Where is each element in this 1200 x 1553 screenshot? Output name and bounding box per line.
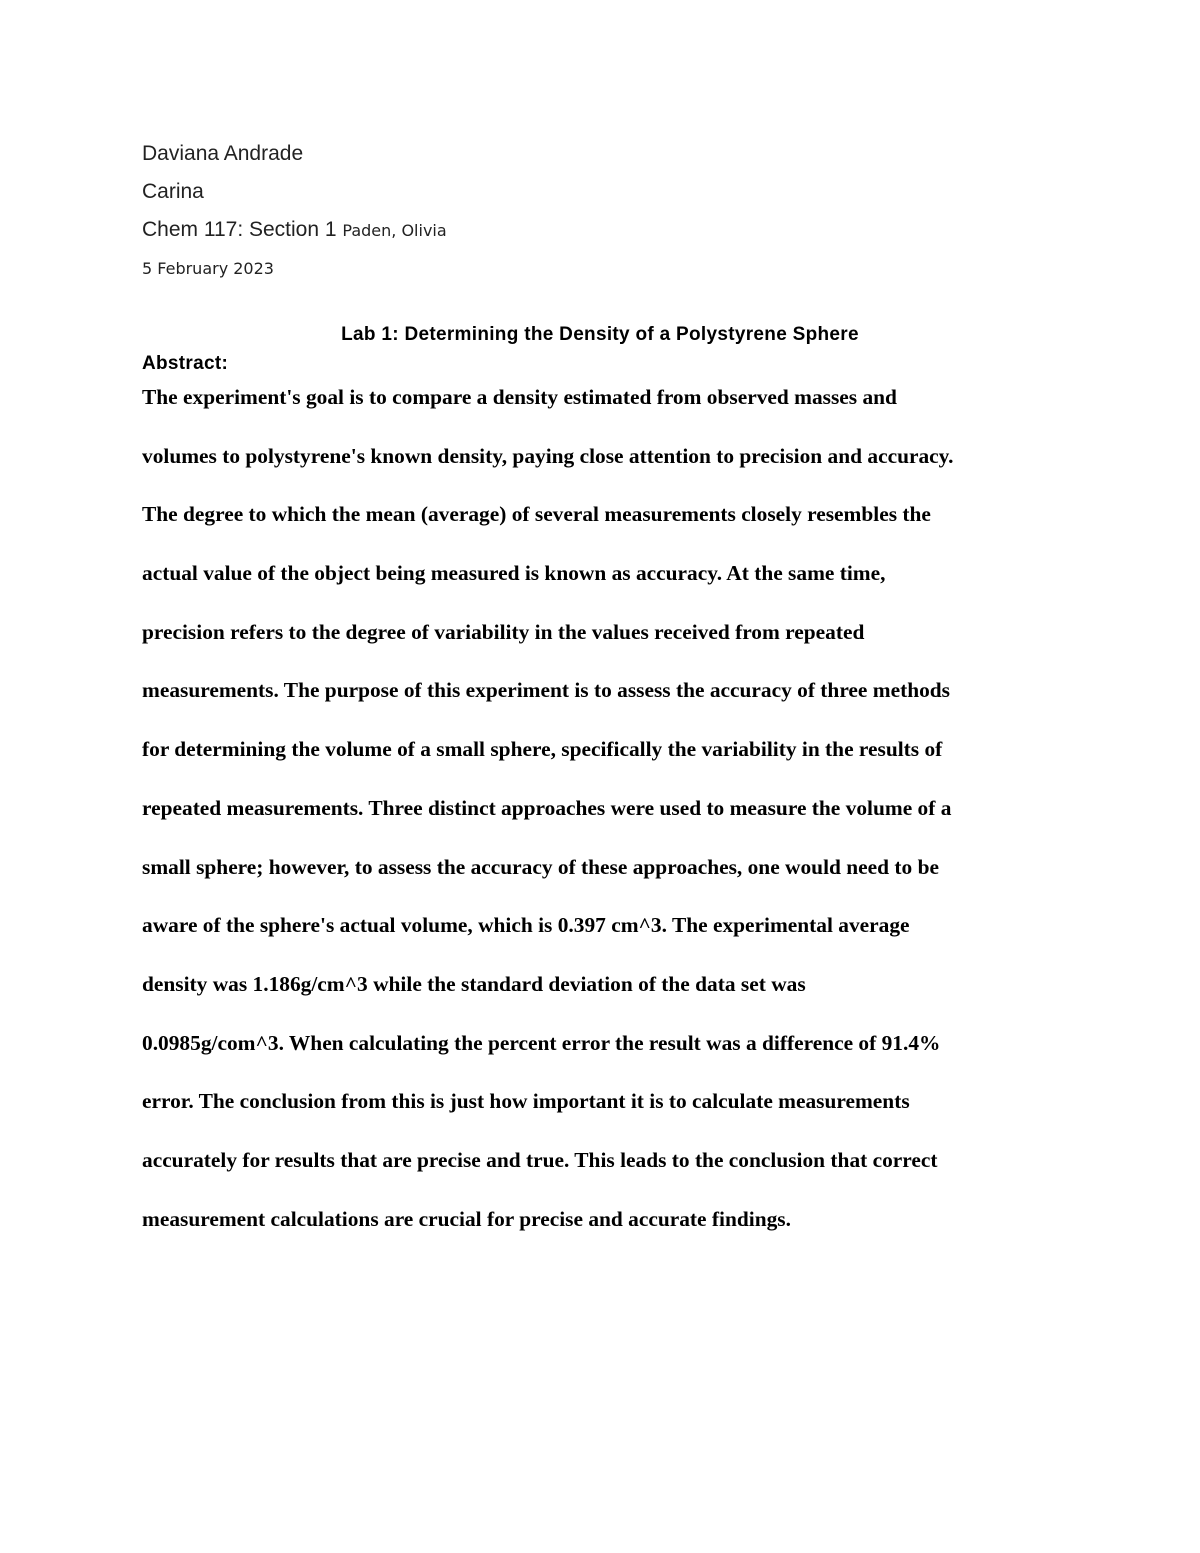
abstract-heading: Abstract: bbox=[142, 353, 229, 374]
abstract-line: actual value of the object being measured is known as accuracy. At the same time, bbox=[142, 561, 886, 586]
abstract-line: The degree to which the mean (average) of several measurements closely resembles the bbox=[142, 502, 931, 527]
abstract-line: aware of the sphere's actual volume, which is 0.397 cm^3. The experimental average bbox=[142, 913, 910, 938]
document-header bbox=[142, 140, 1062, 284]
course-name: Chem 117: Section 1 bbox=[142, 218, 337, 241]
abstract-line: 0.0985g/com^3. When calculating the percent error the result was a difference of 91.4% bbox=[142, 1030, 941, 1055]
abstract-line: The experiment's goal is to compare a density estimated from observed masses and bbox=[142, 385, 897, 409]
abstract-body bbox=[142, 380, 1072, 1260]
abstract-line: for determining the volume of a small sphere, specifically the variability in the results of bbox=[142, 737, 943, 762]
partner-name: Carina bbox=[142, 180, 204, 203]
document-date: 5 February 2023 bbox=[142, 259, 274, 278]
abstract-line: error. The conclusion from this is just how important it is to calculate measurements bbox=[142, 1089, 910, 1114]
author-name: Daviana Andrade bbox=[142, 142, 304, 165]
abstract-line: measurements. The purpose of this experiment is to assess the accuracy of three methods bbox=[142, 678, 951, 703]
abstract-line: volumes to polystyrene's known density, paying close attention to precision and accuracy. bbox=[142, 443, 954, 468]
abstract-line: accurately for results that are precise and true. This leads to the conclusion that correct bbox=[142, 1147, 938, 1172]
instructor-name: Paden, Olivia bbox=[342, 221, 447, 240]
course-line bbox=[142, 216, 1062, 254]
document-title: Lab 1: Determining the Density of a Polystyrene Sphere bbox=[341, 324, 859, 345]
abstract-line: density was 1.186g/cm^3 while the standard deviation of the data set was bbox=[142, 971, 806, 996]
abstract-line: measurement calculations are crucial for precise and accurate findings. bbox=[142, 1206, 791, 1231]
abstract-line: repeated measurements. Three distinct approaches were used to measure the volume of a bbox=[142, 795, 952, 820]
abstract-line: small sphere; however, to assess the accuracy of these approaches, one would need to be bbox=[142, 854, 939, 879]
abstract-line: precision refers to the degree of variability in the values received from repeated bbox=[142, 619, 865, 644]
